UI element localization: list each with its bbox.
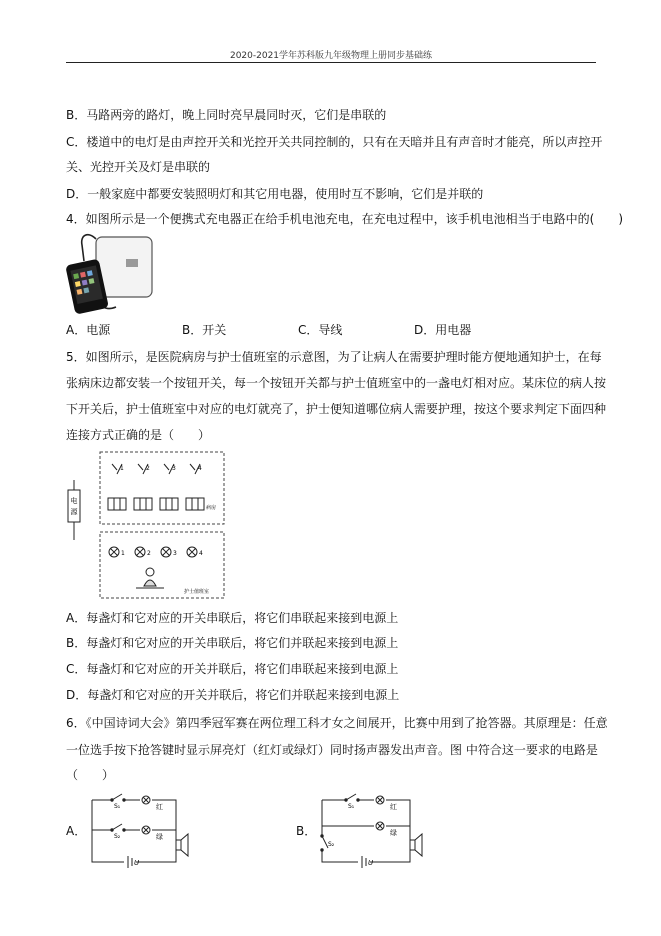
power-label-2: 源 <box>70 508 78 516</box>
ward-diagram <box>64 448 234 603</box>
charger-phone-image <box>66 231 156 316</box>
b-red-label: 红 <box>390 803 397 811</box>
duty-room-label: 护士值班室 <box>184 589 210 595</box>
q5-stem-line1: 5．如图所示，是医院病房与护士值班室的示意图，为了让病人在需要护理时能方便地通知护士，在每 <box>66 350 602 364</box>
power-label-1: 电 <box>70 497 78 505</box>
q4-option-a: A．电源 <box>66 323 111 337</box>
q5-stem-line3: 下开关后，护士值班室中对应的电灯就亮了，护士便知道哪位病人需要护理，按这个要求判定下面四种 <box>66 402 607 416</box>
lamp-3-number: 3 <box>173 550 177 557</box>
q5-stem-line2: 张病床边都安装一个按钮开关，每一个按钮开关都与护士值班室中的一盏电灯相对应。某床位的病人按 <box>66 376 607 390</box>
a-green-label: 绿 <box>156 833 163 841</box>
q6-stem-line3: （ ） <box>66 768 115 782</box>
q5-option-b: B．每盏灯和它对应的开关串联后，将它们并联起来接到电源上 <box>66 636 399 650</box>
a-red-label: 红 <box>156 803 163 811</box>
circuit-a <box>88 790 198 868</box>
b-s1-label: S₁ <box>348 803 355 810</box>
q3-option-c-line1: C．楼道中的电灯是由声控开关和光控开关共同控制的，只有在天暗并且有声音时才能亮，所以声控开 <box>66 135 603 149</box>
b-green-label: 绿 <box>390 829 397 837</box>
nurse-icon <box>136 568 164 588</box>
q6-stem-line2: 一位选手按下抢答键时显示屏亮灯（红灯或绿灯）同时扬声器发出声音。图 中符合这一要求的电路是 <box>66 743 598 757</box>
q3-option-d: D．一般家庭中都要安装照明灯和其它用电器，使用时互不影响，它们是并联的 <box>66 187 484 201</box>
a-u-label: U <box>134 859 140 867</box>
page-header: 2020-2021学年苏科版九年级物理上册同步基础练 <box>229 51 433 61</box>
q6-stem-line1: 6．《中国诗词大会》第四季冠军赛在两位理工科才女之间展开，比赛中用到了抢答器。其原理是：任意 <box>66 716 608 730</box>
q6-option-a-label: A． <box>66 824 87 838</box>
q4-option-d: D．用电器 <box>414 323 472 337</box>
q4-option-c: C．导线 <box>298 323 343 337</box>
q4-option-b: B．开关 <box>182 323 227 337</box>
header-rule <box>66 62 596 63</box>
circuit-b <box>318 790 433 868</box>
a-s1-label: S₁ <box>114 803 121 810</box>
switch-2-number: 2 <box>146 465 150 472</box>
b-u-label: U <box>368 859 374 867</box>
lamp-1-number: 1 <box>121 550 125 557</box>
switch-1-number: 1 <box>120 465 124 472</box>
ward-label: 病房 <box>206 505 217 511</box>
q3-option-c-line2: 关、光控开关及灯是串联的 <box>66 160 211 174</box>
q3-option-b: B．马路两旁的路灯，晚上同时亮早晨同时灭，它们是串联的 <box>66 108 387 122</box>
q5-option-c: C．每盏灯和它对应的开关并联后，将它们串联起来接到电源上 <box>66 662 399 676</box>
q5-option-a: A．每盏灯和它对应的开关串联后，将它们串联起来接到电源上 <box>66 611 399 625</box>
q6-option-b-label: B． <box>296 824 317 838</box>
q4-stem: 4．如图所示是一个便携式充电器正在给手机电池充电，在充电过程中，该手机电池相当于电路中的( ) <box>66 212 624 226</box>
switch-3-number: 3 <box>172 465 176 472</box>
a-s2-label: S₂ <box>114 833 121 840</box>
q4-options <box>66 322 471 338</box>
q5-stem-line4: 连接方式正确的是（ ） <box>66 428 211 442</box>
switch-4-number: 4 <box>198 465 202 472</box>
b-s2-label: S₂ <box>328 841 335 848</box>
lamp-4-number: 4 <box>199 550 203 557</box>
q5-option-d: D．每盏灯和它对应的开关并联后，将它们并联起来接到电源上 <box>66 688 400 702</box>
lamp-2-number: 2 <box>147 550 151 557</box>
